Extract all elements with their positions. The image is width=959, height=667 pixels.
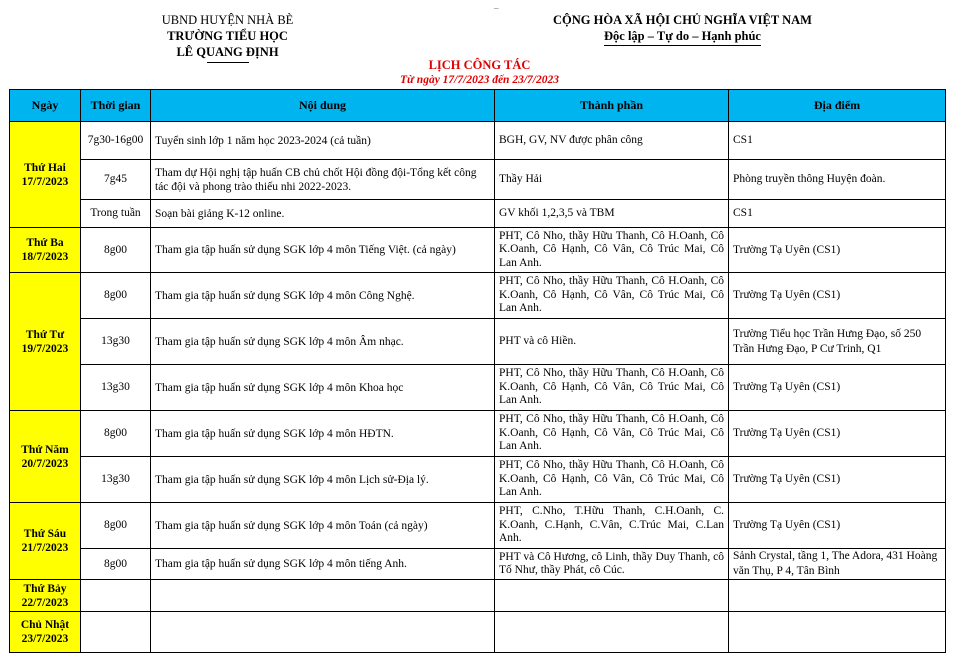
day-name: Chủ Nhật [20,619,70,631]
members-cell: PHT, Cô Nho, thầy Hữu Thanh, Cô H.Oanh, Cô K.Oanh, Cô Hạnh, Cô Vân, Cô Trúc Mai, Cô Lan Anh. [495,457,729,503]
day-date: 19/7/2023 [21,342,69,355]
table-row [10,457,946,503]
day-cell [10,228,81,273]
content-cell: Tham gia tập huấn sử dụng SGK lớp 4 môn Lịch sử-Địa lý. [151,457,495,503]
time-cell: 13g30 [81,365,151,411]
table-row [10,612,946,653]
table-row [10,319,946,365]
content-cell: Tuyển sinh lớp 1 năm học 2023-2024 (cả tuần) [151,122,495,160]
time-cell: 7g45 [81,160,151,200]
column-header-content: Nội dung [151,90,495,122]
content-cell [151,580,495,612]
content-cell: Tham gia tập huấn sử dụng SGK lớp 4 môn tiếng Anh. [151,549,495,580]
time-cell: 8g00 [81,411,151,457]
location-cell [729,580,946,612]
day-cell [10,612,81,653]
time-cell: 7g30-16g00 [81,122,151,160]
day-date: 21/7/2023 [21,542,69,554]
members-cell: PHT, Cô Nho, thầy Hữu Thanh, Cô H.Oanh, Cô K.Oanh, Cô Hạnh, Cô Vân, Cô Trúc Mai, Cô Lan Anh. [495,365,729,411]
day-name: Thứ Hai [24,161,66,174]
location-cell: CS1 [729,122,946,160]
content-cell: Tham gia tập huấn sử dụng SGK lớp 4 môn Công Nghệ. [151,273,495,319]
org-line-district: UBND HUYỆN NHÀ BÈ [161,13,294,27]
members-cell [495,580,729,612]
document-date-range: Từ ngày 17/7/2023 đến 23/7/2023 [400,74,559,86]
day-date: 18/7/2023 [21,251,69,263]
content-cell: Soạn bài giảng K-12 online. [151,200,495,228]
table-row [10,411,946,457]
column-header-time: Thời gian [81,90,151,122]
nation-header [520,12,845,46]
content-cell [151,612,495,653]
day-date: 17/7/2023 [21,175,69,188]
time-cell: 13g30 [81,319,151,365]
content-cell: Tham gia tập huấn sử dụng SGK lớp 4 môn Tiếng Việt. (cả ngày) [151,228,495,273]
day-cell [10,580,81,612]
day-name: Thứ Ba [26,237,64,249]
location-cell: Phòng truyền thông Huyện đoàn. [729,160,946,200]
members-cell: PHT, Cô Nho, thầy Hữu Thanh, Cô H.Oanh, Cô K.Oanh, Cô Hạnh, Cô Vân, Cô Trúc Mai, Cô Lan Anh. [495,228,729,273]
time-cell [81,580,151,612]
members-cell: PHT, Cô Nho, thầy Hữu Thanh, Cô H.Oanh, Cô K.Oanh, Cô Hạnh, Cô Vân, Cô Trúc Mai, Cô Lan Anh. [495,411,729,457]
location-cell [729,612,946,653]
column-header-members: Thành phần [495,90,729,122]
table-row [10,160,946,200]
column-header-day: Ngày [10,90,81,122]
location-cell: Trường Tạ Uyên (CS1) [729,503,946,549]
location-cell: Trường Tạ Uyên (CS1) [729,273,946,319]
members-cell: PHT, Cô Nho, thầy Hữu Thanh, Cô H.Oanh, Cô K.Oanh, Cô Hạnh, Cô Vân, Cô Trúc Mai, Cô Lan Anh. [495,273,729,319]
content-cell: Tham gia tập huấn sử dụng SGK lớp 4 môn Âm nhạc. [151,319,495,365]
members-cell: BGH, GV, NV được phân công [495,122,729,160]
day-cell [10,503,81,580]
table-row [10,549,946,580]
location-cell: Sảnh Crystal, tầng 1, The Adora, 431 Hoàng văn Thụ, P 4, Tân Bình [729,549,946,580]
day-date: 20/7/2023 [21,457,69,470]
members-cell [495,612,729,653]
day-date: 22/7/2023 [21,596,69,609]
day-cell [10,411,81,503]
members-cell: PHT và cô Hiền. [495,319,729,365]
table-row [10,503,946,549]
members-cell: Thầy Hải [495,160,729,200]
location-cell: Trường Tạ Uyên (CS1) [729,457,946,503]
small-mark: _ [494,0,499,10]
table-row [10,200,946,228]
time-cell: 8g00 [81,549,151,580]
location-cell: Trường Tạ Uyên (CS1) [729,365,946,411]
time-cell [81,612,151,653]
table-row [10,273,946,319]
location-cell: Trường Tạ Uyên (CS1) [729,228,946,273]
day-cell [10,273,81,411]
content-cell: Tham gia tập huấn sử dụng SGK lớp 4 môn Khoa học [151,365,495,411]
day-name: Thứ Sáu [23,528,67,540]
members-cell: GV khối 1,2,3,5 và TBM [495,200,729,228]
time-cell: 8g00 [81,503,151,549]
day-cell [10,122,81,228]
members-cell: PHT, C.Nho, T.Hữu Thanh, C.H.Oanh, C. K.Oanh, C.Hạnh, C.Vân, C.Trúc Mai, C.Lan Anh. [495,503,729,549]
time-cell: 13g30 [81,457,151,503]
day-name: Thứ Bảy [23,582,67,595]
table-row [10,365,946,411]
nation-name: CỘNG HÒA XÃ HỘI CHỦ NGHĨA VIỆT NAM [553,13,812,27]
table-row [10,122,946,160]
location-cell: Trường Tiểu học Trần Hưng Đạo, số 250 Trần Hưng Đạo, P Cư Trinh, Q1 [729,319,946,365]
location-cell: Trường Tạ Uyên (CS1) [729,411,946,457]
day-name: Thứ Tư [25,328,65,341]
table-header-row [10,90,946,122]
org-line-school-type: TRƯỜNG TIỂU HỌC [167,29,288,43]
day-date: 23/7/2023 [21,633,69,645]
content-cell: Tham gia tập huấn sử dụng SGK lớp 4 môn HĐTN. [151,411,495,457]
members-cell: PHT và Cô Hương, cô Linh, thầy Duy Thanh, cô Tố Như, thầy Phát, cô Cúc. [495,549,729,580]
schedule-table [9,89,946,653]
day-name: Thứ Năm [21,443,69,456]
column-header-location: Địa điểm [729,90,946,122]
content-cell: Tham dự Hội nghị tập huấn CB chủ chốt Hội đồng đội-Tổng kết công tác đội và phong trào thiếu nhi 2022-2023. [151,160,495,200]
national-motto: Độc lập – Tự do – Hạnh phúc [604,28,761,46]
document-title: LỊCH CÔNG TÁC [428,58,531,72]
location-cell: CS1 [729,200,946,228]
content-cell: Tham gia tập huấn sử dụng SGK lớp 4 môn Toán (cả ngày) [151,503,495,549]
time-cell: Trong tuần [81,200,151,228]
table-row [10,228,946,273]
org-line-school-name: LÊ QUANG ĐỊNH [176,45,279,59]
time-cell: 8g00 [81,228,151,273]
time-cell: 8g00 [81,273,151,319]
table-row [10,580,946,612]
organization-header [130,12,325,63]
